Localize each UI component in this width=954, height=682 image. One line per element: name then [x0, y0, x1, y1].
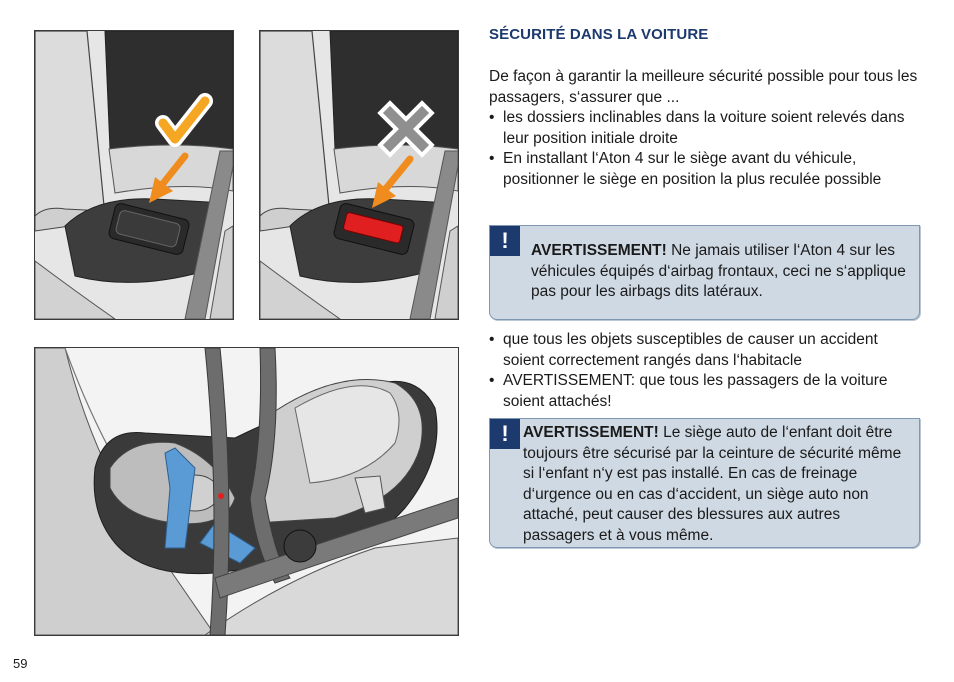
illustration-airbag-off — [34, 30, 234, 320]
warning-label: AVERTISSEMENT! — [523, 424, 659, 441]
page-number: 59 — [13, 656, 28, 671]
warning-icon: ! — [490, 226, 520, 256]
illustration-child-seat — [34, 347, 459, 636]
illustration-airbag-on — [259, 30, 459, 320]
list-item: • que tous les objets susceptibles de causer un accident soient correctement rangés dans l‘habitacle — [489, 330, 921, 371]
section-title: SÉCURITÉ DANS LA VOITURE — [489, 26, 709, 43]
warning-body: Le siège auto de l‘enfant doit être toujours être sécurisé par la ceinture de sécurité même si l‘enfant n‘y est pas installé. En cas de freinage d‘urgence ou en cas d‘accident, un siège auto non attaché, peut causer des blessures aux autres passagers et à vous même. — [523, 424, 902, 544]
list-item: • AVERTISSEMENT: que tous les passagers de la voiture soient attachés! — [489, 371, 921, 412]
warning-body: Ne jamais utiliser l‘Aton 4 sur les véhicules équipés d‘airbag frontaux, ceci ne s‘applique pas pour les airbags dits latéraux. — [531, 242, 906, 300]
warning-text — [531, 241, 907, 303]
requirements-list-1 — [489, 108, 921, 190]
warning-text — [523, 423, 915, 546]
list-item: • les dossiers inclinables dans la voiture soient relevés dans leur position initiale droite — [489, 108, 921, 149]
cross-mark-icon — [390, 113, 422, 145]
intro-paragraph: De façon à garantir la meilleure sécurité possible pour tous les passagers, s‘assurer que ... — [489, 68, 918, 106]
warning-box-seat-secure — [489, 418, 920, 548]
list-item: • En installant l‘Aton 4 sur le siège avant du véhicule, positionner le siège en position la plus reculée possible — [489, 149, 921, 190]
warning-icon: ! — [490, 419, 520, 449]
warning-box-airbag — [489, 225, 920, 320]
warning-label: AVERTISSEMENT! — [531, 242, 667, 259]
requirements-list-2 — [489, 330, 921, 412]
